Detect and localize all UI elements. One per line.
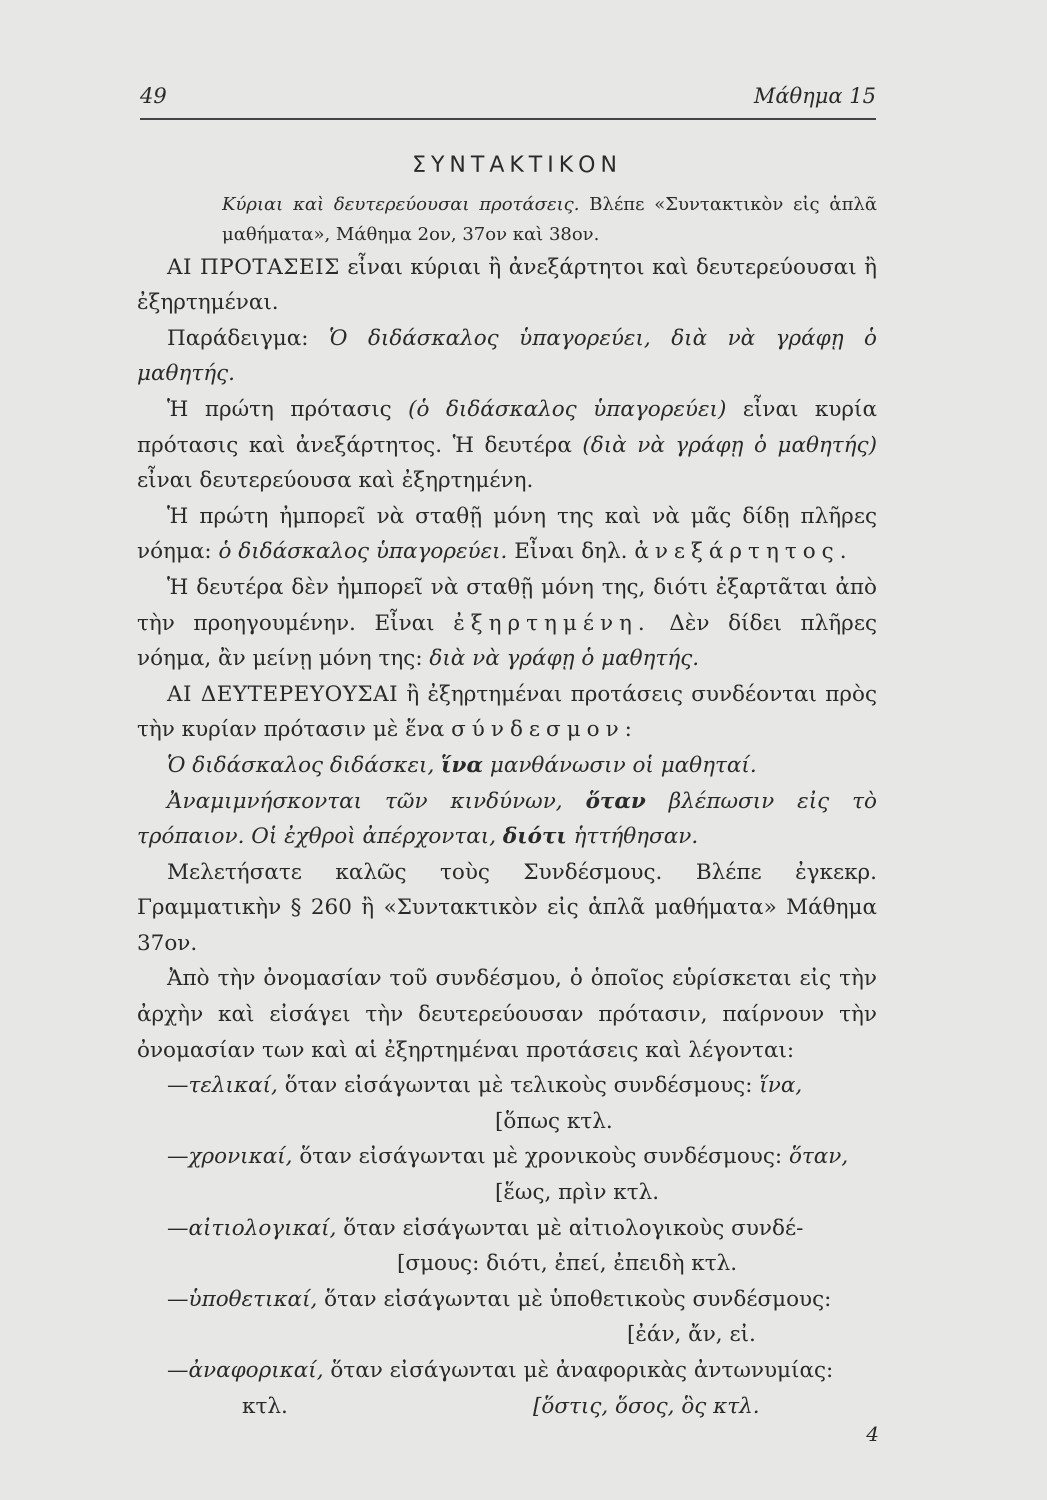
ex2-b: ὅταν (585, 788, 646, 814)
item-continuation: [ἐάν, ἄν, εἰ. (627, 1322, 756, 1348)
p5-a: Ἡ δευτέρα δὲν ἠμπορεῖ νὰ σταθῇ μόνη της, διότι ἐξαρτᾶται ἀπὸ τὴν προηγουμένην. Εἶναι (137, 574, 877, 636)
p4-d: ἀνεξάρτητος. (634, 539, 853, 565)
item-ex: ὅταν, (788, 1144, 849, 1170)
term: χρονικαί, (188, 1144, 293, 1170)
item-pre: κτλ. (242, 1393, 288, 1419)
paragraph-1 (137, 250, 877, 321)
p5-c: Δὲν δίδει πλῆρες νόημα, ἂν μείνῃ μόνη της: (137, 610, 878, 672)
note-italic: Κύριαι καὶ δευτερεύουσαι προτάσεις. (222, 193, 580, 215)
note-rest: Βλέπε «Συντακτικὸν εἰς ἁπλᾶ μαθήματα», Μάθημα 2ον, 37ον καὶ 38ον. (222, 193, 877, 245)
item-text: ὅταν εἰσάγωνται μὲ τελικοὺς συνδέσμους: (277, 1073, 760, 1099)
paragraph-5 (137, 570, 877, 677)
header-rule (140, 118, 876, 120)
p4-b: ὁ διδάσκαλος ὑπαγορεύει. (218, 539, 508, 565)
list-item-anaforikai (137, 1353, 877, 1424)
paragraph-3 (137, 392, 877, 499)
term: αἰτιολογικαί, (188, 1215, 337, 1241)
p5-b: ἐξηρτημένη. (453, 610, 651, 636)
lesson-label: Μάθημα 15 (753, 84, 876, 108)
term: ἀναφορικαί, (188, 1358, 324, 1383)
item-continuation: [σμους: διότι, ἐπεί, ἐπειδὴ κτλ. (397, 1251, 738, 1277)
dash: — (167, 1073, 189, 1099)
p3-c: εἶναι κυρία πρότασις καὶ ἀνεξάρτητος. Ἡ δευτέρα (137, 396, 877, 458)
item-continuation: [ὅπως κτλ. (495, 1108, 613, 1134)
p4-a: Ἡ πρώτη ἠμπορεῖ νὰ σταθῇ μόνη της καὶ νὰ μᾶς δίδῃ πλῆρες νόημα: (137, 503, 877, 565)
item-continuation: [ἕως, πρὶν κτλ. (495, 1180, 660, 1206)
p3-e: εἶναι δευτερεύουσα καὶ ἐξηρτημένη. (137, 468, 534, 494)
p1-caps: ΑΙ ΠΡΟΤΑΣΕΙΣ (167, 254, 340, 280)
p3-b: (ὁ διδάσκαλος ὑπαγορεύει) (408, 396, 727, 422)
ex1-a: Ὁ διδάσκαλος διδάσκει, (167, 752, 442, 778)
paragraph-6 (137, 677, 877, 748)
p6-a: ἢ ἐξηρτημέναι προτάσεις συνδέονται πρὸς τὴν κυρίαν πρότασιν μὲ ἕνα (137, 681, 877, 743)
page-number: 49 (140, 84, 167, 108)
p1-text: εἶναι κύριαι ἢ ἀνεξάρτητοι καὶ δευτερεύουσαι ἢ ἐξηρτημέναι. (137, 254, 878, 316)
item-ex: ἵνα, (759, 1073, 803, 1099)
item-continuation: [ὅστις, ὅσος, ὃς κτλ. (533, 1393, 760, 1419)
p2-example: Ὁ διδάσκαλος ὑπαγορεύει, διὰ νὰ γράφῃ ὁ μαθητής. (137, 325, 877, 387)
ex2-c: βλέπωσιν εἰς τὸ τρόπαιον. Οἱ ἐχθροὶ ἀπέρχονται, (137, 788, 877, 850)
list-item-aitiologikai (137, 1211, 877, 1282)
paragraph-4 (137, 499, 877, 570)
paragraph-8: Ἀπὸ τὴν ὀνομασίαν τοῦ συνδέσμου, ὁ ὁποῖος εὑρίσκεται εἰς τὴν ἀρχὴν καὶ εἰσάγει τὴν δευτερεύουσαν πρότασιν, παίρνουν τὴν ὀνομασίαν των καὶ αἱ ἐξηρτημέναι προτάσεις καὶ λέγονται: (137, 966, 877, 1063)
list-item-chronikai (137, 1139, 877, 1210)
ex1-c: μανθάνωσιν οἱ μαθηταί. (483, 752, 757, 778)
item-text: ὅταν εἰσάγωνται μὲ χρονικοὺς συνδέσμους: (292, 1144, 789, 1170)
item-text: ὅταν εἰσάγωνται μὲ ὑποθετικοὺς συνδέσμους: (317, 1286, 832, 1312)
reference-note (137, 190, 877, 250)
page-header (140, 84, 876, 114)
p4-c: Εἶναι δηλ. (507, 539, 635, 565)
ex2-a: Ἀναμιμνήσκονται τῶν κινδύνων, (167, 788, 586, 814)
dash: — (167, 1215, 189, 1241)
p2-label: Παράδειγμα: (167, 325, 329, 351)
ex2-d: διότι (502, 824, 567, 850)
ex2-e: ἡττήθησαν. (566, 824, 699, 850)
term: τελικαί, (188, 1073, 278, 1099)
item-text: ὅταν εἰσάγωνται μὲ ἀναφορικὰς ἀντωνυμίας: (323, 1358, 834, 1383)
p6-b: σύνδεσμον: (451, 717, 638, 743)
term: ὑποθετικαί, (188, 1286, 318, 1312)
ex1-b: ἵνα (441, 752, 484, 778)
paragraph-7: Μελετήσατε καλῶς τοὺς Συνδέσμους. Βλέπε ἐγκεκρ. Γραμματικὴν § 260 ἢ «Συντακτικὸν εἰς ἁπλᾶ μαθήματα» Μάθημα 37ον. (137, 859, 877, 956)
dash: — (167, 1286, 189, 1312)
p3-a: Ἡ πρώτη πρότασις (167, 396, 409, 422)
list-item-telikai (137, 1068, 877, 1139)
example-1 (137, 748, 877, 784)
dash: — (167, 1144, 189, 1170)
section-title: ΣΥΝΤΑΚΤΙΚΟΝ (412, 153, 622, 178)
p5-d: διὰ νὰ γράφῃ ὁ μαθητής. (429, 646, 700, 672)
paragraph-example (137, 321, 877, 392)
p6-caps: ΑΙ ΔΕΥΤΕΡΕΥΟΥΣΑΙ (167, 681, 399, 707)
page-body (137, 148, 877, 1424)
item-text: ὅταν εἰσάγωνται μὲ αἰτιολογικοὺς συνδέ- (336, 1215, 804, 1241)
list-item-ypothetikai (137, 1282, 877, 1353)
page-footer-number: 4 (866, 1422, 879, 1446)
example-2 (137, 784, 877, 855)
dash: — (167, 1358, 189, 1383)
p3-d: (διὰ νὰ γράφῃ ὁ μαθητής) (582, 432, 877, 458)
